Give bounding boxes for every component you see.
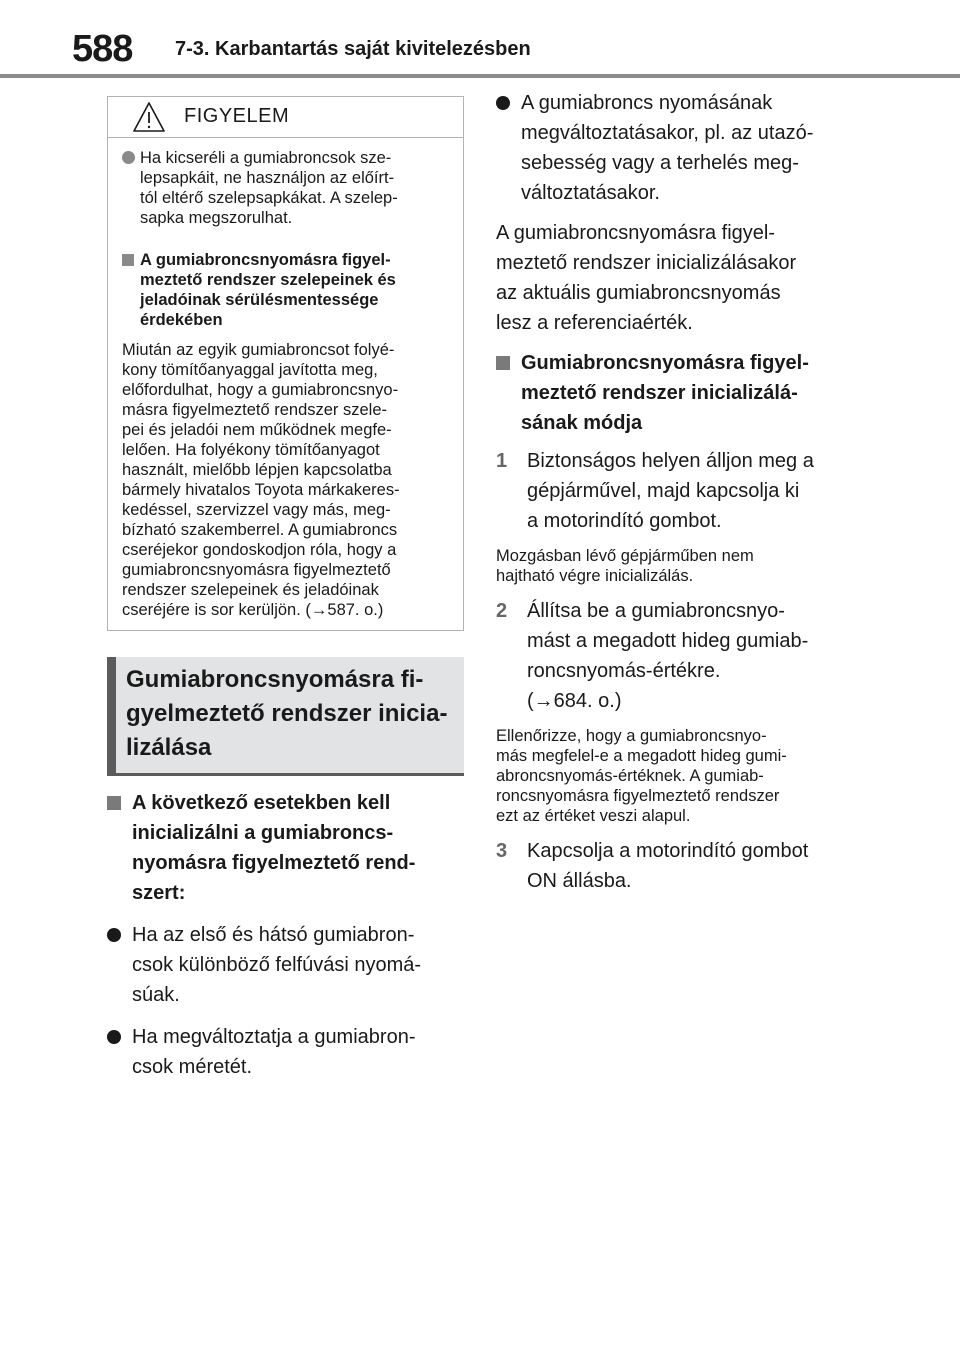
text-line: gépjárművel, majd kapcsolja ki bbox=[527, 480, 800, 502]
list-item bbox=[107, 1022, 464, 1082]
text-line: használt, mielőbb lépjen kapcsolatba bbox=[122, 461, 392, 479]
step-3 bbox=[496, 836, 856, 896]
right-column bbox=[496, 88, 856, 896]
cross-reference-link[interactable]: cseréjére is sor kerüljön. (→587. o.) bbox=[122, 601, 384, 619]
text-line: lelően. Ha folyékony tömítőanyagot bbox=[122, 441, 380, 459]
text-line: jeladóinak sérülésmentessége bbox=[140, 291, 379, 309]
warning-subheading bbox=[122, 250, 451, 330]
cross-reference-link[interactable]: (→684. o.) bbox=[527, 690, 622, 712]
list-item bbox=[496, 88, 856, 208]
step-number: 3 bbox=[496, 840, 508, 862]
text-line: Mozgásban lévő gépjárműben nem bbox=[496, 547, 754, 565]
text-line: meztető rendszer szelepeinek és bbox=[140, 271, 396, 289]
intro-paragraph bbox=[496, 218, 856, 338]
text-line: Ellenőrizze, hogy a gumiabroncsnyo- bbox=[496, 727, 767, 745]
left-subheading bbox=[107, 788, 464, 908]
right-subheading bbox=[496, 348, 856, 438]
text-line: előfordulhat, hogy a gumiabroncsnyo- bbox=[122, 381, 399, 399]
text-line: az aktuális gumiabroncsnyomás bbox=[496, 282, 781, 304]
text-line: nyomásra figyelmeztető rend- bbox=[132, 852, 416, 874]
list-item bbox=[107, 920, 464, 1010]
heading-line: lizálása bbox=[126, 734, 212, 761]
text-line: kony tömítőanyaggal javította meg, bbox=[122, 361, 378, 379]
page-header bbox=[0, 0, 960, 80]
text-line: A gumiabroncs nyomásának bbox=[521, 92, 773, 114]
text-line: Ha az első és hátsó gumiabron- bbox=[132, 924, 415, 946]
square-bullet-icon bbox=[496, 356, 510, 370]
step-1 bbox=[496, 446, 856, 536]
text-line: Kapcsolja a motorindító gombot bbox=[527, 840, 809, 862]
text-line: rendszer szelepeinek és jeladóinak bbox=[122, 581, 379, 599]
heading-line: gyelmeztető rendszer inicia- bbox=[126, 700, 448, 727]
warning-box bbox=[107, 96, 464, 631]
text-line: szert: bbox=[132, 882, 186, 904]
text-line: ezt az értéket veszi alapul. bbox=[496, 807, 691, 825]
text-line: más megfelel-e a megadott hideg gumi- bbox=[496, 747, 787, 765]
step-number: 1 bbox=[496, 450, 508, 472]
step-2 bbox=[496, 596, 856, 716]
bullet-dot-icon bbox=[496, 96, 510, 110]
main-heading bbox=[107, 657, 464, 776]
text-line: A gumiabroncsnyomásra figyel- bbox=[496, 222, 776, 244]
text-line: Ha megváltoztatja a gumiabron- bbox=[132, 1026, 416, 1048]
text-line: hajtható végre inicializálás. bbox=[496, 567, 694, 585]
text-line: meztető rendszer inicializálásakor bbox=[496, 252, 797, 274]
text-line: a motorindító gombot. bbox=[527, 510, 722, 532]
note-paragraph bbox=[496, 546, 856, 586]
section-title: 7-3. Karbantartás saját kivitelezésben bbox=[175, 38, 531, 60]
text-line: lesz a referenciaérték. bbox=[496, 312, 693, 334]
warning-body bbox=[108, 138, 463, 630]
bullet-dot-icon bbox=[122, 151, 135, 164]
text-line: csok méretét. bbox=[132, 1056, 253, 1078]
text-line: bármely hivatalos Toyota márkakeres- bbox=[122, 481, 400, 499]
page-number: 588 bbox=[72, 28, 133, 70]
text-line: másra figyelmeztető rendszer szele- bbox=[122, 401, 388, 419]
text-line: mást a megadott hideg gumiab- bbox=[527, 630, 809, 652]
text-line: lepsapkáit, ne használjon az előírt- bbox=[140, 169, 395, 187]
text-line: tól eltérő szelepsapkákat. A szelep- bbox=[140, 189, 398, 207]
text-line: sapka megszorulhat. bbox=[140, 209, 293, 227]
text-line: meztető rendszer inicializálá- bbox=[521, 382, 798, 404]
text-line: sának módja bbox=[521, 412, 643, 434]
heading-line: Gumiabroncsnyomásra fi- bbox=[126, 666, 424, 693]
text-line: Állítsa be a gumiabroncsnyo- bbox=[527, 600, 785, 622]
text-line: érdekében bbox=[140, 311, 223, 329]
note-paragraph bbox=[496, 726, 856, 826]
warning-triangle-icon bbox=[132, 101, 166, 133]
text-line: Biztonságos helyen álljon meg a bbox=[527, 450, 814, 472]
text-line: csok különböző felfúvási nyomá- bbox=[132, 954, 422, 976]
text-line: gumiabroncsnyomásra figyelmeztető bbox=[122, 561, 391, 579]
text-line: ON állásba. bbox=[527, 870, 632, 892]
header-rule bbox=[0, 74, 960, 78]
bullet-dot-icon bbox=[107, 928, 121, 942]
text-line: cseréjekor gondoskodjon róla, hogy a bbox=[122, 541, 397, 559]
text-line: Gumiabroncsnyomásra figyel- bbox=[521, 352, 809, 374]
text-line: roncsnyomás-értékre. bbox=[527, 660, 721, 682]
text-line: A gumiabroncsnyomásra figyel- bbox=[140, 251, 391, 269]
bullet-dot-icon bbox=[107, 1030, 121, 1044]
text-line: Ha kicseréli a gumiabroncsok sze- bbox=[140, 149, 392, 167]
warning-paragraph bbox=[122, 340, 451, 620]
warning-bullet bbox=[122, 148, 451, 228]
left-column bbox=[107, 96, 464, 1082]
warning-title: FIGYELEM bbox=[184, 105, 290, 127]
text-line: abroncsnyomás-értéknek. A gumiab- bbox=[496, 767, 764, 785]
square-bullet-icon bbox=[122, 254, 134, 266]
text-line: roncsnyomásra figyelmeztető rendszer bbox=[496, 787, 780, 805]
text-line: kedéssel, szervizzel vagy más, meg- bbox=[122, 501, 391, 519]
text-line: pei és jeladói nem működnek megfe- bbox=[122, 421, 392, 439]
text-line: inicializálni a gumiabroncs- bbox=[132, 822, 394, 844]
warning-header bbox=[108, 97, 463, 138]
text-line: súak. bbox=[132, 984, 180, 1006]
text-line: sebesség vagy a terhelés meg- bbox=[521, 152, 799, 174]
text-line: változtatásakor. bbox=[521, 182, 660, 204]
text-line: Miután az egyik gumiabroncsot folyé- bbox=[122, 341, 395, 359]
text-line: megváltoztatásakor, pl. az utazó- bbox=[521, 122, 814, 144]
step-number: 2 bbox=[496, 600, 508, 622]
text-line: A következő esetekben kell bbox=[132, 792, 391, 814]
text-line: bízható szakemberrel. A gumiabroncs bbox=[122, 521, 398, 539]
square-bullet-icon bbox=[107, 796, 121, 810]
